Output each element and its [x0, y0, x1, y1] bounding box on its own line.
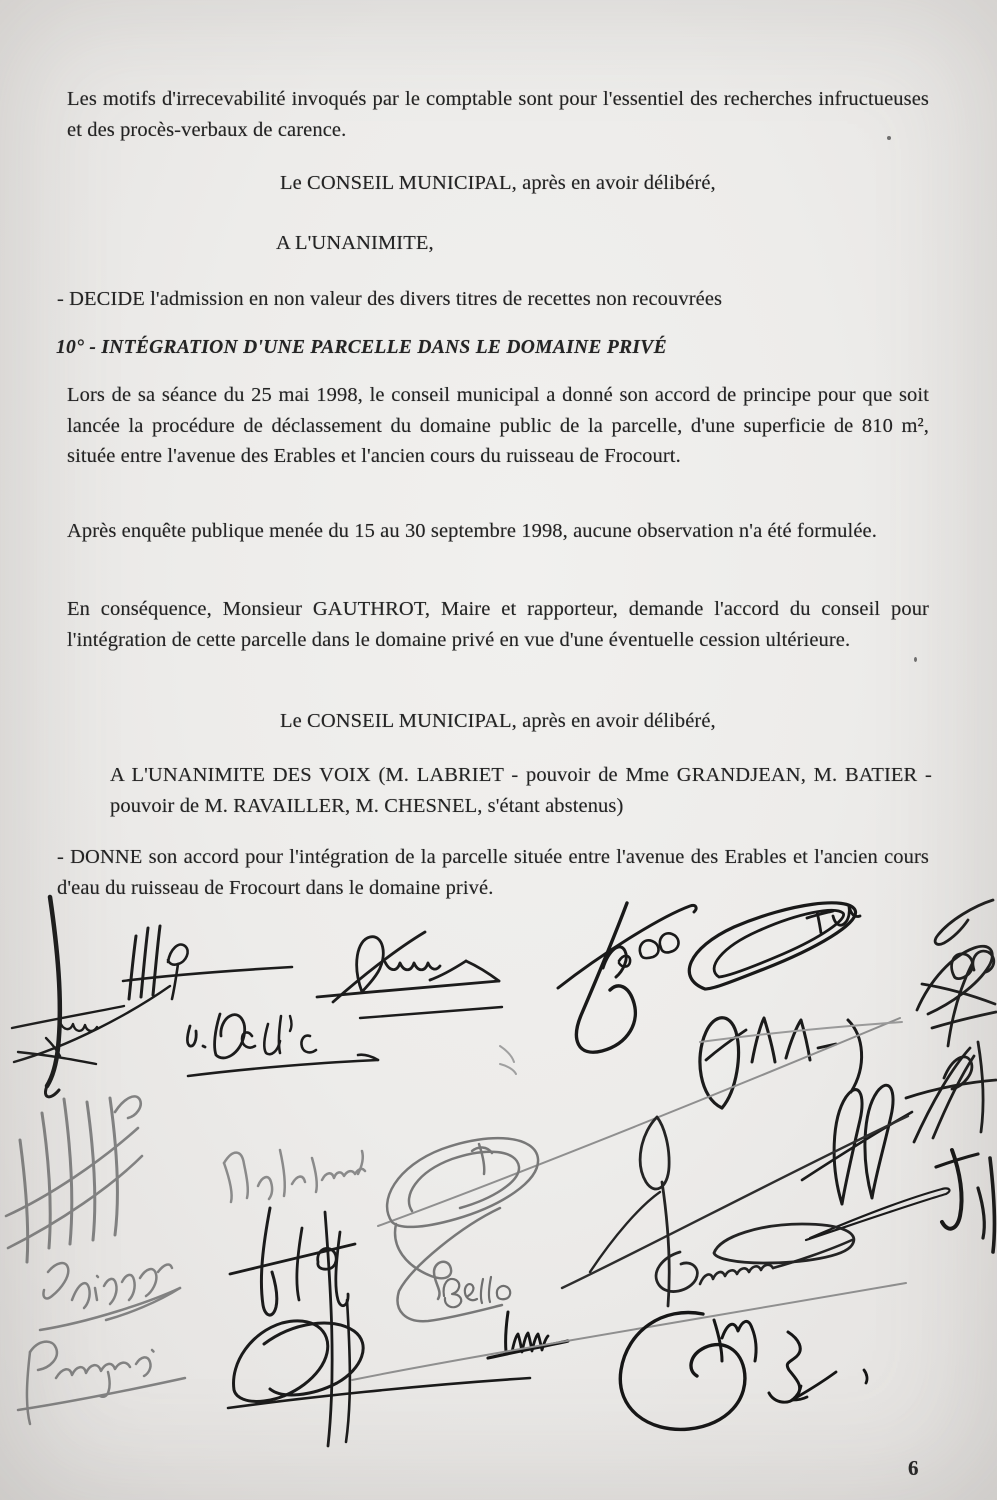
- deliberation-line-1: Le CONSEIL MUNICIPAL, après en avoir délibéré,: [280, 172, 716, 194]
- decision-decide: - DECIDE l'admission en non valeur des divers titres de recettes non recouvrées: [57, 288, 723, 310]
- signature-5: [6, 1096, 142, 1262]
- signature-2: [123, 926, 292, 999]
- paragraph-intro: Les motifs d'irrecevabilité invoqués par le comptable sont pour l'essentiel des recherches infructueuses et des procès-verbaux de carence.: [67, 88, 929, 141]
- signature-11: [935, 900, 993, 944]
- vote-line-1: A L'UNANIMITE,: [276, 232, 434, 254]
- signature-6: [40, 1263, 180, 1330]
- signature-19: [387, 1138, 538, 1321]
- signature-10: [689, 903, 860, 989]
- signature-13: [378, 1018, 902, 1226]
- signature-8: [224, 1150, 365, 1202]
- scan-speck: [887, 136, 891, 140]
- signature-3: [317, 932, 502, 1018]
- signature-4: [187, 1014, 378, 1076]
- signature-17: [230, 1208, 355, 1446]
- signature-15: [906, 1042, 996, 1142]
- signature-12: [917, 946, 996, 1046]
- signature-18: [228, 1321, 530, 1408]
- signature-7: [18, 1342, 185, 1424]
- signature-22: [620, 1313, 867, 1430]
- section-paragraph-2: Après enquête publique menée du 15 au 30 septembre 1998, aucune observation n'a été formulée.: [67, 520, 877, 542]
- vote-line-2: A L'UNANIMITE DES VOIX (M. LABRIET - pouvoir de Mme GRANDJEAN, M. BATIER - pouvoir de M. RAVAILLER, M. CHESNEL, s'étant abstenus): [110, 764, 932, 817]
- signature-14: [562, 1085, 949, 1288]
- decision-donne: - DONNE son accord pour l'intégration de la parcelle située entre l'avenue des Erables et l'ancien cours d'eau du ruisseau de Frocourt dans le domaine privé.: [57, 846, 929, 899]
- signature-21: [590, 1117, 854, 1306]
- signature-23: [500, 1046, 516, 1074]
- page-number: 6: [908, 1456, 919, 1480]
- signature-16: [936, 1150, 994, 1252]
- signature-1: [12, 897, 170, 1097]
- deliberation-line-2: Le CONSEIL MUNICIPAL, après en avoir délibéré,: [280, 710, 716, 732]
- scan-speck: [914, 657, 917, 662]
- section-heading: 10° - INTÉGRATION D'UNE PARCELLE DANS LE DOMAINE PRIVÉ: [56, 337, 667, 358]
- signature-9: [558, 903, 696, 1052]
- section-paragraph-1: Lors de sa séance du 25 mai 1998, le conseil municipal a donné son accord de principe pour que soit lancée la procédure de déclassement du domaine public de la parcelle, d'une superficie de 810 m², située entre l'avenue des Erables et l'ancien cours du ruisseau de Frocourt.: [67, 384, 929, 467]
- section-paragraph-3: En conséquence, Monsieur GAUTHROT, Maire et rapporteur, demande l'accord du conseil pour l'intégration de cette parcelle dans le domaine privé en vue d'une éventuelle cession ultérieure.: [67, 598, 929, 651]
- signature-20: [352, 1283, 906, 1380]
